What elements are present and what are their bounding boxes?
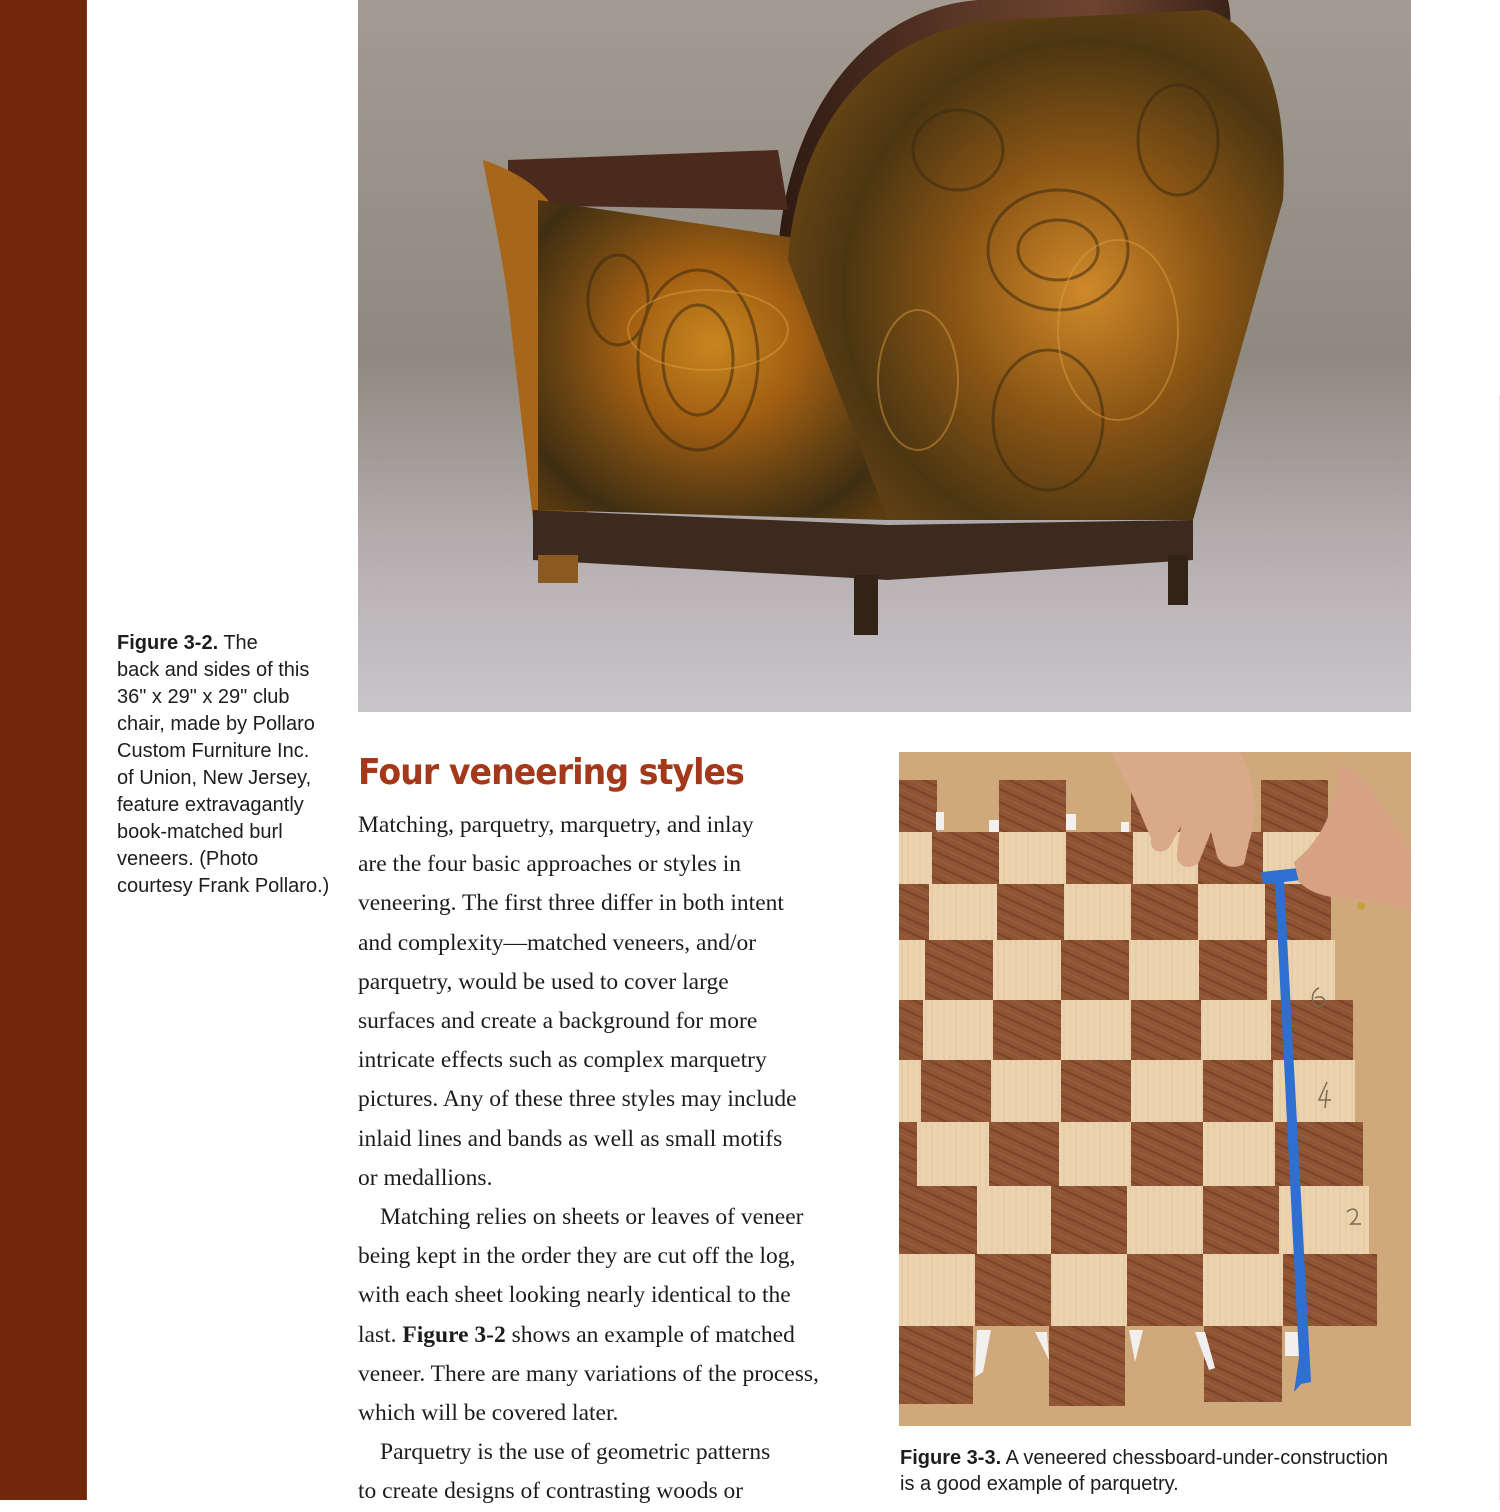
band-edge [86, 0, 87, 1500]
figure-3-3-photo [899, 752, 1411, 1426]
caption-line: courtesy Frank Pollaro.) [117, 875, 330, 897]
club-chair-illustration [358, 0, 1411, 712]
figure-3-2-photo [358, 0, 1411, 712]
chapter-color-band [0, 0, 87, 1500]
caption-line: 36" x 29" x 29" club [117, 686, 290, 708]
body-text [358, 806, 878, 1512]
figure-label: Figure 3-3. [900, 1447, 1002, 1469]
caption-line: feature extravagantly [117, 794, 304, 816]
caption-line: Figure 3-3. A veneered chessboard-under-construction [900, 1447, 1389, 1469]
section-heading: Four veneering styles [358, 752, 744, 793]
figure-3-2-caption [117, 630, 337, 900]
figure-reference: Figure 3-2 [402, 1321, 506, 1348]
paragraph-3: Parquetry is the use of geometric patterns to create designs of contrasting woods or [358, 1439, 771, 1505]
caption-line: of Union, New Jersey, [117, 767, 312, 789]
chessboard-illustration [899, 752, 1411, 1426]
figure-label: Figure 3-2. [117, 632, 219, 654]
caption-line: Custom Furniture Inc. [117, 740, 310, 762]
caption-line: chair, made by Pollaro [117, 713, 315, 735]
caption-line: back and sides of this [117, 659, 310, 681]
caption-line: Figure 3-2. The [117, 632, 258, 654]
caption-line: veneers. (Photo [117, 848, 259, 870]
figure-3-3-caption [900, 1445, 1420, 1497]
caption-line: book-matched burl [117, 821, 283, 843]
paragraph-1: Matching, parquetry, marquetry, and inlay are the four basic approaches or styles in veneering. The first three differ in both intent and complexity—matched veneers, and/or parquetry, would be used to cover large surfaces and create a background for more intricate effects such as complex marquetry pictures. Any of these three styles may include inlaid lines and bands as well as small motifs or medallions. [358, 812, 797, 1191]
caption-line: is a good example of parquetry. [900, 1473, 1179, 1495]
paragraph-2: Matching relies on sheets or leaves of veneer being kept in the order they are cut off the log, with each sheet looking nearly identical to the last. Figure 3-2 shows an example of matched veneer. There are many variations of the process, which will be covered later. [358, 1204, 819, 1427]
